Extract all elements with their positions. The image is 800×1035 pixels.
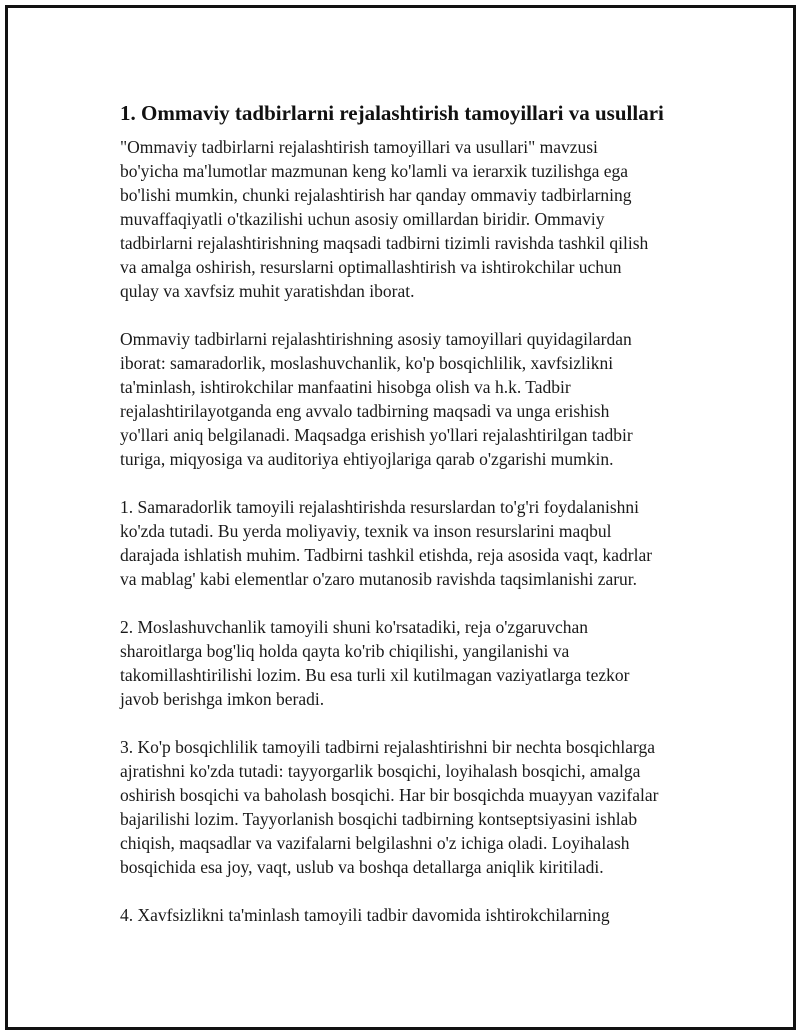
text-line: va mablag' kabi elementlar o'zaro mutanosib ravishda taqsimlanishi zarur. <box>120 569 638 589</box>
text-line: ko'zda tutadi. Bu yerda moliyaviy, texnik va inson resurslarini maqbul <box>120 521 612 541</box>
text-line: ta'minlash, ishtirokchilar manfaatini hisobga olish va h.k. Tadbir <box>120 377 571 397</box>
text-line: 3. Ko'p bosqichlilik tamoyili tadbirni rejalashtirishni bir nechta bosqichlarga <box>120 737 656 757</box>
paragraph-multistage <box>120 735 700 879</box>
text-line: bo'lishi mumkin, chunki rejalashtirish har qanday ommaviy tadbirlarning <box>120 185 632 205</box>
paragraph-efficiency <box>120 495 700 591</box>
text-line: bo'yicha ma'lumotlar mazmunan keng ko'lamli va ierarxik tuzilishga ega <box>120 161 629 181</box>
text-line: qulay va xavfsiz muhit yaratishdan iborat. <box>120 281 415 301</box>
text-line: 2. Moslashuvchanlik tamoyili shuni ko'rsatadiki, reja o'zgaruvchan <box>120 617 589 637</box>
paragraph-safety <box>120 903 700 927</box>
text-line: rejalashtirilayotganda eng avvalo tadbirning maqsadi va unga erishish <box>120 401 610 421</box>
page-border <box>5 5 796 1030</box>
text-line: 1. Samaradorlik tamoyili rejalashtirishda resurslardan to'g'ri foydalanishni <box>120 497 640 517</box>
text-line: va amalga oshirish, resurslarni optimallashtirish va ishtirokchilar uchun <box>120 257 622 277</box>
text-line: oshirish bosqichi va baholash bosqichi. Har bir bosqichda muayyan vazifalar <box>120 785 659 805</box>
text-line: Ommaviy tadbirlarni rejalashtirishning asosiy tamoyillari quyidagilardan <box>120 329 632 349</box>
text-line: "Ommaviy tadbirlarni rejalashtirish tamoyillari va usullari" mavzusi <box>120 137 598 157</box>
text-line: iborat: samaradorlik, moslashuvchanlik, ko'p bosqichlilik, xavfsizlikni <box>120 353 614 373</box>
section-heading: 1. Ommaviy tadbirlarni rejalashtirish tamoyillari va usullari <box>120 101 664 125</box>
text-line: yo'llari aniq belgilanadi. Maqsadga erishish yo'llari rejalashtirilgan tadbir <box>120 425 633 445</box>
text-line: chiqish, maqsadlar va vazifalarni belgilashni o'z ichiga oladi. Loyihalash <box>120 833 630 853</box>
text-line: bajarilishi lozim. Tayyorlanish bosqichi tadbirning kontseptsiyasini ishlab <box>120 809 638 829</box>
text-line: tadbirlarni rejalashtirishning maqsadi tadbirni tizimli ravishda tashkil qilish <box>120 233 649 253</box>
text-line: 4. Xavfsizlikni ta'minlash tamoyili tadbir davomida ishtirokchilarning <box>120 905 610 925</box>
text-line: bosqichida esa joy, vaqt, uslub va boshqa detallarga aniqlik kiritiladi. <box>120 857 604 877</box>
paragraph-principles <box>120 327 700 471</box>
text-line: turiga, miqyosiga va auditoriya ehtiyojlariga qarab o'zgarishi mumkin. <box>120 449 614 469</box>
paragraph-flexibility <box>120 615 700 711</box>
text-line: javob berishga imkon beradi. <box>120 689 325 709</box>
text-line: muvaffaqiyatli o'tkazilishi uchun asosiy omillardan biridir. Ommaviy <box>120 209 605 229</box>
text-line: darajada ishlatish muhim. Tadbirni tashkil etishda, reja asosida vaqt, kadrlar <box>120 545 653 565</box>
text-line: takomillashtirilishi lozim. Bu esa turli xil kutilmagan vaziyatlarga tezkor <box>120 665 630 685</box>
text-line: ajratishni ko'zda tutadi: tayyorgarlik bosqichi, loyihalash bosqichi, amalga <box>120 761 641 781</box>
paragraph-intro <box>120 135 700 303</box>
text-line: sharoitlarga bog'liq holda qayta ko'rib chiqilishi, yangilanishi va <box>120 641 570 661</box>
document-body <box>120 99 700 951</box>
